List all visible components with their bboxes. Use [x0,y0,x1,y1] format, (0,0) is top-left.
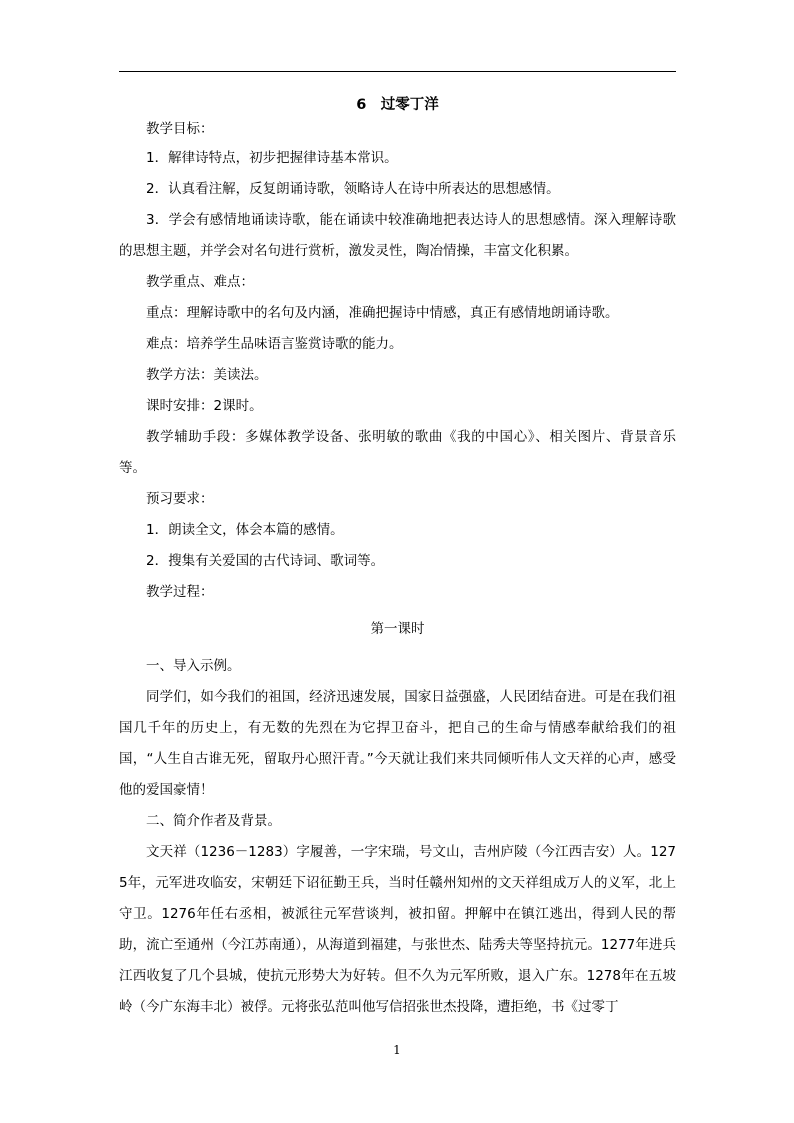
section-heading: 第一课时 [370,621,425,637]
paragraph-process-heading: 教学过程： [146,584,214,600]
paragraph-objectives-heading: 教学目标： [146,121,214,137]
paragraph-difficulty: 难点：培养学生品味语言鉴赏诗歌的能力。 [146,336,403,352]
document-title: 6 过零丁洋 [356,97,439,113]
paragraph-author-body: 文天祥（1236－1283）字履善，一字宋瑞，号文山，吉州庐陵（今江西吉安）人。1275年，元军进攻临安，宋朝廷下诏征勤王兵，当时任赣州知州的文天祥组成万人的义军，北上守卫。1276年任右丞相，被派往元军营谈判，被扣留。押解中在镇江逃出，得到人民的帮助，流亡至通州（今江苏南通），从海道到福建，与张世杰、陆秀夫等坚持抗元。1277年进兵江西收复了几个县城，使抗元形势大为好转。但不久为元军所败，退入广东。1278年在五坡岭（今广东海丰北）被俘。元将张弘范叫他写信招张世杰投降，遭拒绝，书《过零丁 [119,844,676,1015]
paragraph-key-point: 重点：理解诗歌中的名句及内涵，准确把握诗中情感，真正有感情地朗诵诗歌。 [146,305,619,321]
paragraph-author-heading: 二、简介作者及背景。 [146,813,281,829]
paragraph-intro-body: 同学们，如今我们的祖国，经济迅速发展，国家日益强盛，人民团结奋进。可是在我们祖国几千年的历史上，有无数的先烈在为它捍卫奋斗，把自己的生命与情感奉献给我们的祖国，“人生自古谁无死，留取丹心照汗青。”今天就让我们来共同倾听伟人文天祥的心声，感受他的爱国豪情！ [119,689,676,798]
document-page [119,95,676,1023]
page-number: 1 [393,1043,401,1057]
paragraph-objective-1: 1．解律诗特点，初步把握律诗基本常识。 [146,150,398,166]
paragraph-preview-1: 1．朗读全文，体会本篇的感情。 [146,522,344,538]
header-rule [119,71,676,72]
paragraph-method: 教学方法：美读法。 [146,367,268,383]
paragraph-preview-2: 2．搜集有关爱国的古代诗词、歌词等。 [146,553,385,569]
paragraph-key-points-heading: 教学重点、难点： [146,274,254,290]
paragraph-intro-heading: 一、导入示例。 [146,658,241,674]
paragraph-objective-2: 2．认真看注解，反复朗诵诗歌，领略诗人在诗中所表达的思想感情。 [146,181,560,197]
paragraph-objective-3: 3．学会有感情地诵读诗歌，能在诵读中较准确地把表达诗人的思想感情。深入理解诗歌的思想主题，并学会对名句进行赏析，激发灵性，陶冶情操，丰富文化积累。 [119,212,676,259]
paragraph-schedule: 课时安排：2课时。 [146,398,263,414]
paragraph-teaching-aids: 教学辅助手段：多媒体教学设备、张明敏的歌曲《我的中国心》、相关图片、背景音乐等。 [119,429,676,476]
paragraph-preview-heading: 预习要求： [146,491,214,507]
